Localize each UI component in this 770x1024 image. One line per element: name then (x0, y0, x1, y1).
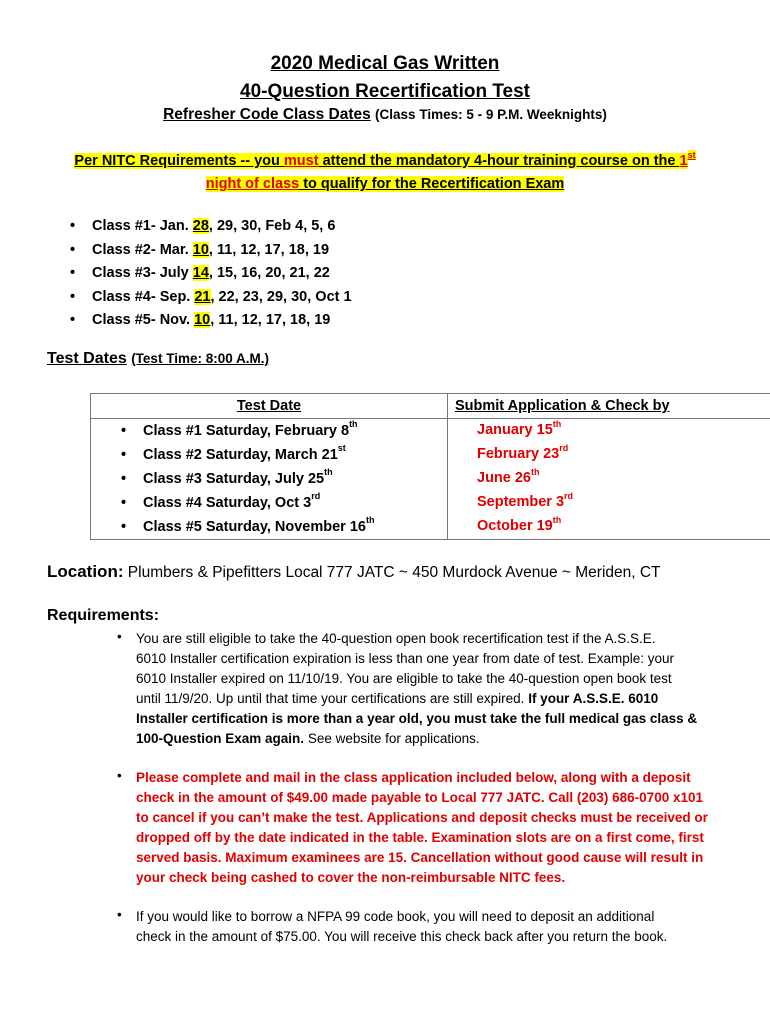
class-first-date: 28 (192, 218, 209, 234)
class-other-dates: , 15, 16, 20, 21, 22 (208, 265, 330, 281)
class-label: Class #4- Sep. (92, 288, 195, 305)
req1-line: You are still eligible to take the 40-question open book recertification test if the A.S.S.E. (136, 631, 656, 646)
location-label: Location: (47, 562, 124, 581)
table-row (448, 443, 770, 467)
req2-line: your check being cashed to cover the non-reimbursable NITC fees. (136, 870, 566, 885)
table-row (448, 419, 770, 443)
col2-header-text: Submit Application & Check by (455, 398, 670, 414)
list-item (70, 262, 352, 286)
class-other-dates: , 11, 12, 17, 18, 19 (208, 241, 330, 258)
test-date: Class #1 Saturday, February 8 (143, 423, 350, 439)
test-time: (Test Time: 8:00 A.M.) (131, 351, 269, 366)
test-dates-table (90, 393, 770, 540)
req1-line: See website for applications. (304, 731, 480, 746)
req2-line: dropped off by the date indicated in the table. Examination slots are on a first come, first (136, 830, 704, 845)
table-header-row (91, 394, 770, 419)
bullet-icon: • (117, 907, 122, 922)
test-date-cell (91, 419, 448, 540)
test-date: Class #4 Saturday, Oct 3 (143, 495, 312, 511)
req1-line: 6010 Installer expired on 11/10/19. You are eligible to take the 40-question open book test (136, 671, 672, 686)
subtitle (0, 106, 770, 124)
test-date: Class #5 Saturday, November 16 (143, 519, 366, 535)
notice-part1: Per NITC Requirements -- you (74, 153, 284, 169)
req1-line: 6010 Installer certification expiration is less than one year from date of test. Example: your (136, 651, 675, 666)
title-line-2: 40-Question Recertification Test (240, 81, 530, 102)
test-dates-heading (47, 350, 269, 368)
table-row (91, 515, 447, 539)
submit-date: October 19 (477, 518, 553, 534)
table-row (91, 467, 447, 491)
req2-line: to cancel if you can’t make the test. Applications and deposit checks must be received or (136, 810, 708, 825)
ordinal: st (337, 443, 346, 453)
list-item (70, 239, 352, 263)
col-header-submit (448, 394, 770, 419)
table-row (91, 443, 447, 467)
ordinal: th (552, 419, 562, 429)
ordinal: th (365, 515, 375, 525)
class-label: Class #2- Mar. (92, 241, 193, 258)
req1-bold: 100-Question Exam again. (136, 731, 305, 746)
ordinal: th (324, 467, 333, 477)
test-dates-title: Test Dates (47, 350, 127, 367)
table-row (448, 515, 770, 539)
table-row (91, 419, 447, 443)
table-row (448, 467, 770, 491)
req2-line: served basis. Maximum examinees are 15. Cancellation without good cause will result in (136, 850, 704, 865)
req1-bold: If your A.S.S.E. 6010 (528, 691, 659, 706)
submit-date: January 15 (477, 422, 553, 438)
table-row (448, 491, 770, 515)
table-body-row (91, 419, 770, 540)
requirements-heading: Requirements: (47, 607, 160, 624)
req1-bold: Installer certification is more than a year old, you must take the full medical gas class & (136, 711, 698, 726)
ordinal: rd (564, 491, 574, 501)
table-row (91, 491, 447, 515)
page-title (0, 50, 770, 106)
list-item (70, 286, 352, 310)
nitc-notice (40, 150, 730, 196)
req2-line: Please complete and mail in the class application included below, along with a deposit (136, 770, 691, 785)
requirement-2 (136, 768, 736, 888)
test-date: Class #2 Saturday, March 21 (143, 447, 338, 463)
class-dates-list (70, 215, 352, 333)
submit-date: February 23 (477, 446, 560, 462)
notice-first-sup: st (687, 150, 696, 160)
ordinal: th (531, 467, 540, 477)
requirement-3 (136, 907, 736, 947)
col1-header-text: Test Date (236, 398, 302, 414)
notice-part2: attend the mandatory 4-hour training course on the (318, 153, 680, 169)
class-other-dates: , 22, 23, 29, 30, Oct 1 (210, 288, 352, 305)
class-label: Class #3- July (92, 265, 193, 281)
class-label: Class #1- Jan. (92, 218, 193, 234)
notice-night: night of class (205, 176, 300, 192)
requirement-1 (136, 629, 736, 749)
class-first-date: 14 (192, 265, 209, 281)
req3-line: check in the amount of $75.00. You will receive this check back after you return the book. (136, 929, 668, 944)
ordinal: rd (559, 443, 569, 453)
submit-date: September 3 (477, 494, 565, 510)
req2-line: check in the amount of $49.00 made payable to Local 777 JATC. Call (203) 686-0700 x101 (136, 790, 703, 805)
bullet-icon: • (117, 768, 122, 783)
ordinal: th (552, 515, 562, 525)
submit-date: June 26 (477, 470, 531, 486)
title-line-1: 2020 Medical Gas Written (270, 53, 500, 74)
req3-line: If you would like to borrow a NFPA 99 code book, you will need to deposit an additional (136, 909, 655, 924)
subtitle-times: (Class Times: 5 - 9 P.M. Weeknights) (375, 107, 607, 122)
col-header-test-date (91, 394, 448, 419)
class-other-dates: , 11, 12, 17, 18, 19 (210, 312, 331, 328)
req1-line: until 11/9/20. Up until that time your certifications are still expired. (136, 691, 529, 706)
notice-must: must (283, 153, 319, 169)
list-item (70, 309, 352, 333)
subtitle-main: Refresher Code Class Dates (163, 106, 371, 123)
bullet-icon: • (117, 629, 122, 644)
class-first-date: 21 (194, 288, 211, 305)
location-text: Plumbers & Pipefitters Local 777 JATC ~ 450 Murdock Avenue ~ Meriden, CT (123, 564, 661, 581)
location-line (47, 562, 661, 582)
notice-part3: to qualify for the Recertification Exam (299, 176, 565, 192)
test-date: Class #3 Saturday, July 25 (143, 471, 325, 487)
class-other-dates: , 29, 30, Feb 4, 5, 6 (208, 218, 336, 234)
class-first-date: 10 (192, 241, 209, 258)
class-label: Class #5- Nov. (92, 312, 195, 328)
ordinal: th (349, 419, 358, 429)
notice-first: 1 (679, 153, 688, 169)
ordinal: rd (311, 491, 321, 501)
class-first-date: 10 (194, 312, 211, 328)
submit-date-cell (448, 419, 770, 540)
list-item (70, 215, 352, 239)
